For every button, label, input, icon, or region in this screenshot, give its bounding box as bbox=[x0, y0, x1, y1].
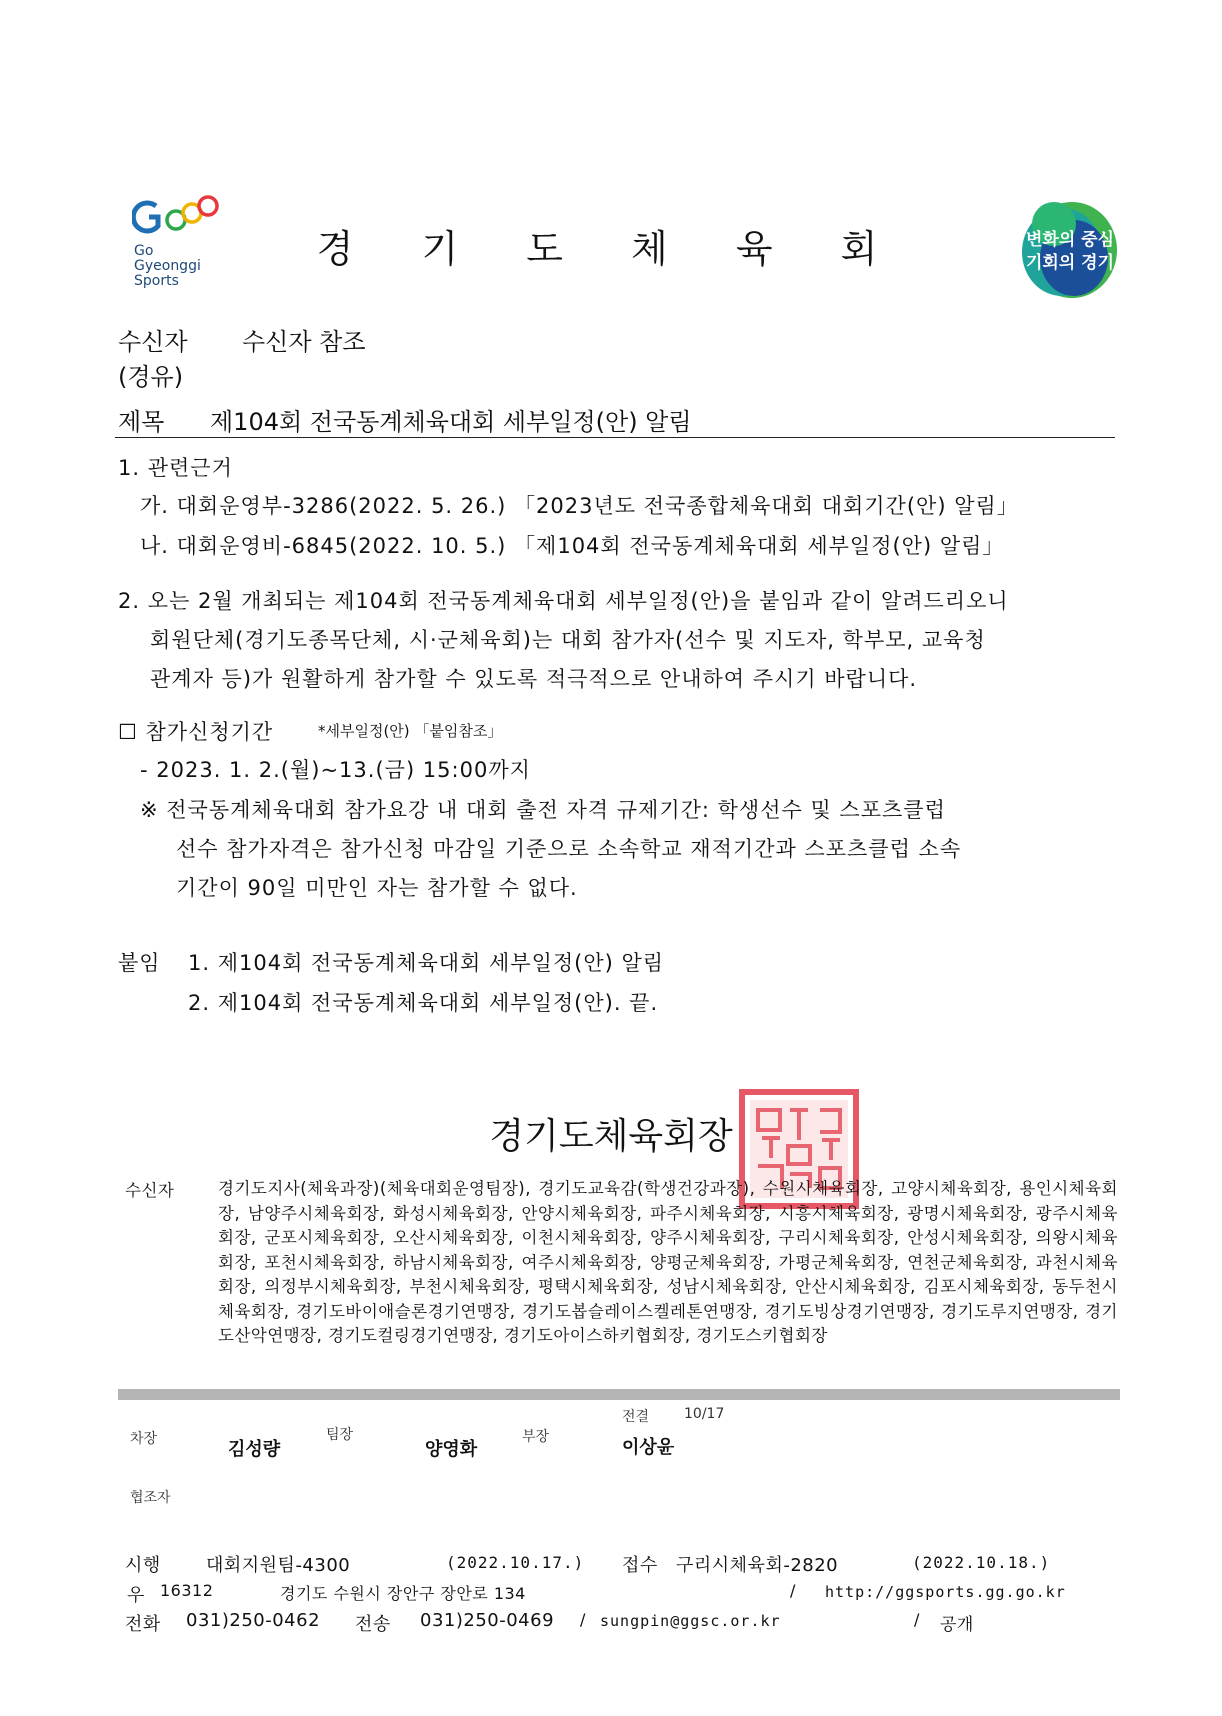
approval-name-1: 김성량 bbox=[228, 1439, 281, 1460]
item1-title: 1. 관련근거 bbox=[118, 456, 233, 480]
execution-date: (2022.10.17.) bbox=[446, 1553, 585, 1572]
final-approval-label: 전결 bbox=[622, 1409, 650, 1425]
application-period: - 2023. 1. 2.(월)~13.(금) 15:00까지 bbox=[140, 758, 531, 782]
final-approval-date: 10/17 bbox=[684, 1406, 725, 1422]
item2-line3: 관계자 등)가 원활하게 참가할 수 있도록 적극적으로 안내하여 주시기 바랍니다. bbox=[150, 667, 918, 691]
logo-word-gyeonggi: Gyeonggi bbox=[134, 258, 201, 274]
logo-word-sports: Sports bbox=[134, 273, 179, 289]
subject-underline bbox=[115, 437, 1115, 438]
slogan-line-2: 기회의 경기 bbox=[1025, 253, 1115, 273]
zip-code: 16312 bbox=[160, 1581, 214, 1600]
via-label: (경유) bbox=[118, 363, 184, 391]
fax-number: 031)250-0469 bbox=[420, 1610, 555, 1631]
subject-value: 제104회 전국동계체육대회 세부일정(안) 알림 bbox=[210, 408, 692, 436]
attachment-2: 2. 제104회 전국동계체육대회 세부일정(안). 끝. bbox=[188, 991, 659, 1015]
item2-line1: 2. 오는 2월 개최되는 제104회 전국동계체육대회 세부일정(안)을 붙임과 같이 알려드리오니 bbox=[118, 589, 1009, 613]
email-address[interactable]: sungpin@ggsc.or.kr bbox=[600, 1612, 781, 1630]
approval-name-2: 양영화 bbox=[425, 1439, 478, 1460]
item1-a: 가. 대회운영부-3286(2022. 5. 26.) 「2023년도 전국종합체육대회 대회기간(안) 알림」 bbox=[140, 494, 1019, 518]
application-period-title: ☐ 참가신청기간 bbox=[118, 720, 274, 744]
item2-line2: 회원단체(경기도종목단체, 시·군체육회)는 대회 참가자(선수 및 지도자, 학부모, 교육청 bbox=[150, 628, 986, 652]
receipt-number: 구리시체육회-2820 bbox=[676, 1555, 839, 1576]
phone-number: 031)250-0462 bbox=[186, 1610, 321, 1631]
slogan-line-1: 변화의 중심 bbox=[1025, 230, 1115, 250]
note-line2: 선수 참가자격은 참가신청 마감일 기준으로 소속학교 재적기간과 스포츠클럽 소속 bbox=[176, 837, 962, 861]
recipient-label: 수신자 bbox=[118, 328, 188, 356]
execution-label: 시행 bbox=[125, 1555, 161, 1576]
attachment-1: 1. 제104회 전국동계체육대회 세부일정(안) 알림 bbox=[188, 951, 665, 975]
public-separator: / bbox=[914, 1610, 920, 1629]
url-separator: / bbox=[790, 1581, 796, 1600]
recipient-value: 수신자 참조 bbox=[242, 328, 366, 356]
approval-role-3: 부장 bbox=[522, 1429, 550, 1445]
execution-number: 대회지원팀-4300 bbox=[206, 1555, 351, 1576]
website-url[interactable]: http://ggsports.gg.go.kr bbox=[825, 1583, 1066, 1601]
approval-role-1: 차장 bbox=[130, 1431, 158, 1447]
note-line3: 기간이 90일 미만인 자는 참가할 수 없다. bbox=[176, 876, 578, 900]
issuer-name: 경기도체육회장 bbox=[489, 1116, 733, 1157]
slogan-logo bbox=[1020, 194, 1120, 300]
cooperator-label: 협조자 bbox=[130, 1490, 171, 1506]
subject-label: 제목 bbox=[118, 408, 165, 436]
receipt-label: 접수 bbox=[622, 1555, 658, 1576]
logo-word-go: Go bbox=[134, 243, 154, 259]
phone-label: 전화 bbox=[125, 1614, 161, 1635]
item1-b: 나. 대회운영비-6845(2022. 10. 5.) 「제104회 전국동계체육대회 세부일정(안) 알림」 bbox=[140, 534, 1005, 558]
approval-role-2: 팀장 bbox=[326, 1427, 354, 1443]
address: 경기도 수원시 장안구 장안로 134 bbox=[280, 1584, 526, 1603]
receipt-date: (2022.10.18.) bbox=[912, 1553, 1051, 1572]
recipients-label: 수신자 bbox=[125, 1181, 175, 1200]
organization-title: 경 기 도 체 육 회 bbox=[316, 227, 906, 271]
approval-divider bbox=[118, 1389, 1120, 1400]
approval-name-3: 이상윤 bbox=[622, 1437, 675, 1458]
note-line1: ※ 전국동계체육대회 참가요강 내 대회 출전 자격 규제기간: 학생선수 및 스포츠클럽 bbox=[140, 798, 946, 822]
attachment-label: 붙임 bbox=[118, 951, 161, 975]
zip-label: 우 bbox=[127, 1585, 145, 1606]
fax-label: 전송 bbox=[355, 1614, 391, 1635]
recipients-list: 경기도지사(체육과장)(체육대회운영팀장), 경기도교육감(학생건강과장), 수원시체육회장, 고양시체육회장, 용인시체육회장, 남양주시체육회장, 화성시체육회장, 안양시체육회장, 파주시체육회장, 시흥시체육회장, 광명시체육회장, 광주시체육회장, 군포시체육회장, 오산시체육회장, 이천시체육회장, 양주시체육회장, 구리시체육회장, 안성시체육회장, 의왕시체육회장, 포천시체육회장, 하남시체육회장, 여주시체육회장, 양평군체육회장, 가평군체육회장, 연천군체육회장, 과천시체육회장, 의정부시체육회장, 부천시체육회장, 평택시체육회장, 성남시체육회장, 안산시체육회장, 김포시체육회장, 동두천시체육회장, 경기도바이애슬론경기연맹장, 경기도봅슬레이스켈레톤연맹장, 경기도빙상경기연맹장, 경기도루지연맹장, 경기도산악연맹장, 경기도컬링경기연맹장, 경기도아이스하키협회장, 경기도스키협회장 bbox=[218, 1179, 1118, 1345]
email-separator: / bbox=[580, 1610, 586, 1629]
disclosure-status: 공개 bbox=[940, 1615, 974, 1635]
application-period-note: *세부일정(안) 「붙임참조」 bbox=[318, 722, 503, 740]
